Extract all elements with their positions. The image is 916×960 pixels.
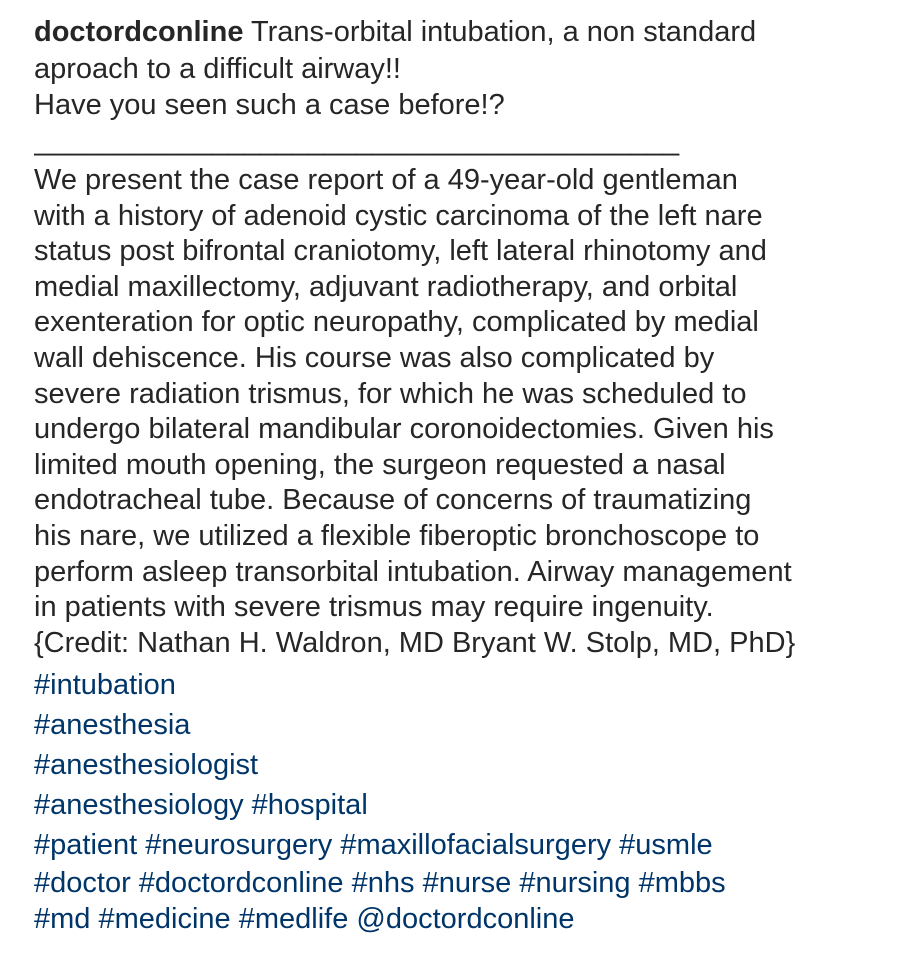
hashtag-link[interactable]: #neurosurgery (145, 829, 333, 862)
username-link[interactable]: doctordconline (34, 16, 244, 48)
caption-title (34, 14, 910, 51)
caption-body-line: status post bifrontal craniotomy, left lateral rhinotomy and (34, 235, 767, 268)
caption-body-line: exenteration for optic neuropathy, complicated by medial (34, 306, 759, 339)
hashtag-link[interactable]: #usmle (619, 829, 713, 862)
divider: ________________________________________ (34, 125, 680, 157)
hashtag-link[interactable]: #nurse (422, 867, 512, 900)
hashtag-link[interactable]: #intubation (34, 669, 176, 702)
hashtag-line (34, 785, 910, 825)
caption-credit: {Credit: Nathan H. Waldron, MD Bryant W. Stolp, MD, PhD} (34, 626, 796, 659)
hashtag-line (34, 705, 910, 745)
caption-title-line2: aproach to a difficult airway!! (34, 53, 401, 85)
caption-body-line: limited mouth opening, the surgeon requested a nasal (34, 448, 726, 481)
caption-body-line: in patients with severe trismus may require ingenuity. (34, 591, 714, 624)
caption-body-line: severe radiation trismus, for which he was scheduled to (34, 377, 747, 410)
caption-body-line: undergo bilateral mandibular coronoidectomies. Given his (34, 413, 774, 446)
hashtag-link[interactable]: #mbbs (638, 867, 726, 900)
caption-body-line: We present the case report of a 49-year-old gentleman (34, 164, 738, 196)
post-caption (34, 14, 910, 937)
caption-title-text: Trans-orbital intubation, a non standard (243, 16, 757, 48)
caption-body-line: wall dehiscence. His course was also complicated by (34, 341, 715, 374)
hashtag-link[interactable]: #patient (34, 829, 138, 862)
caption-question: Have you seen such a case before!? (34, 89, 505, 121)
hashtag-link[interactable]: #nursing (519, 867, 631, 900)
hashtag-link[interactable]: #nhs (351, 867, 415, 900)
caption-body-line: his nare, we utilized a flexible fiberoptic bronchoscope to (34, 519, 760, 552)
hashtag-link[interactable]: #medlife (238, 903, 349, 936)
hashtag-line (34, 745, 910, 785)
caption-body (34, 163, 910, 661)
hashtag-link[interactable]: #md (34, 903, 91, 936)
hashtag-line (34, 865, 910, 901)
hashtag-link[interactable]: #anesthesiology (34, 789, 244, 822)
hashtag-link[interactable]: #medicine (98, 903, 231, 936)
hashtag-link[interactable]: #doctordconline (138, 867, 344, 900)
caption-body-line: perform asleep transorbital intubation. Airway management (34, 555, 792, 588)
hashtag-link[interactable]: #anesthesiologist (34, 749, 259, 782)
hashtag-line (34, 665, 910, 705)
caption-body-line: with a history of adenoid cystic carcinoma of the left nare (34, 199, 763, 232)
caption-body-line: medial maxillectomy, adjuvant radiotherapy, and orbital (34, 270, 738, 303)
hashtag-link[interactable]: #hospital (251, 789, 368, 822)
hashtag-link[interactable]: #maxillofacialsurgery (340, 829, 612, 862)
hashtag-line (34, 825, 910, 865)
caption-body-line: endotracheal tube. Because of concerns of traumatizing (34, 484, 752, 517)
hashtag-link[interactable]: #doctor (34, 867, 131, 900)
hashtag-line (34, 901, 910, 937)
hashtag-link[interactable]: #anesthesia (34, 709, 191, 742)
hashtag-list (34, 665, 910, 937)
mention-link[interactable]: @doctordconline (356, 903, 575, 936)
